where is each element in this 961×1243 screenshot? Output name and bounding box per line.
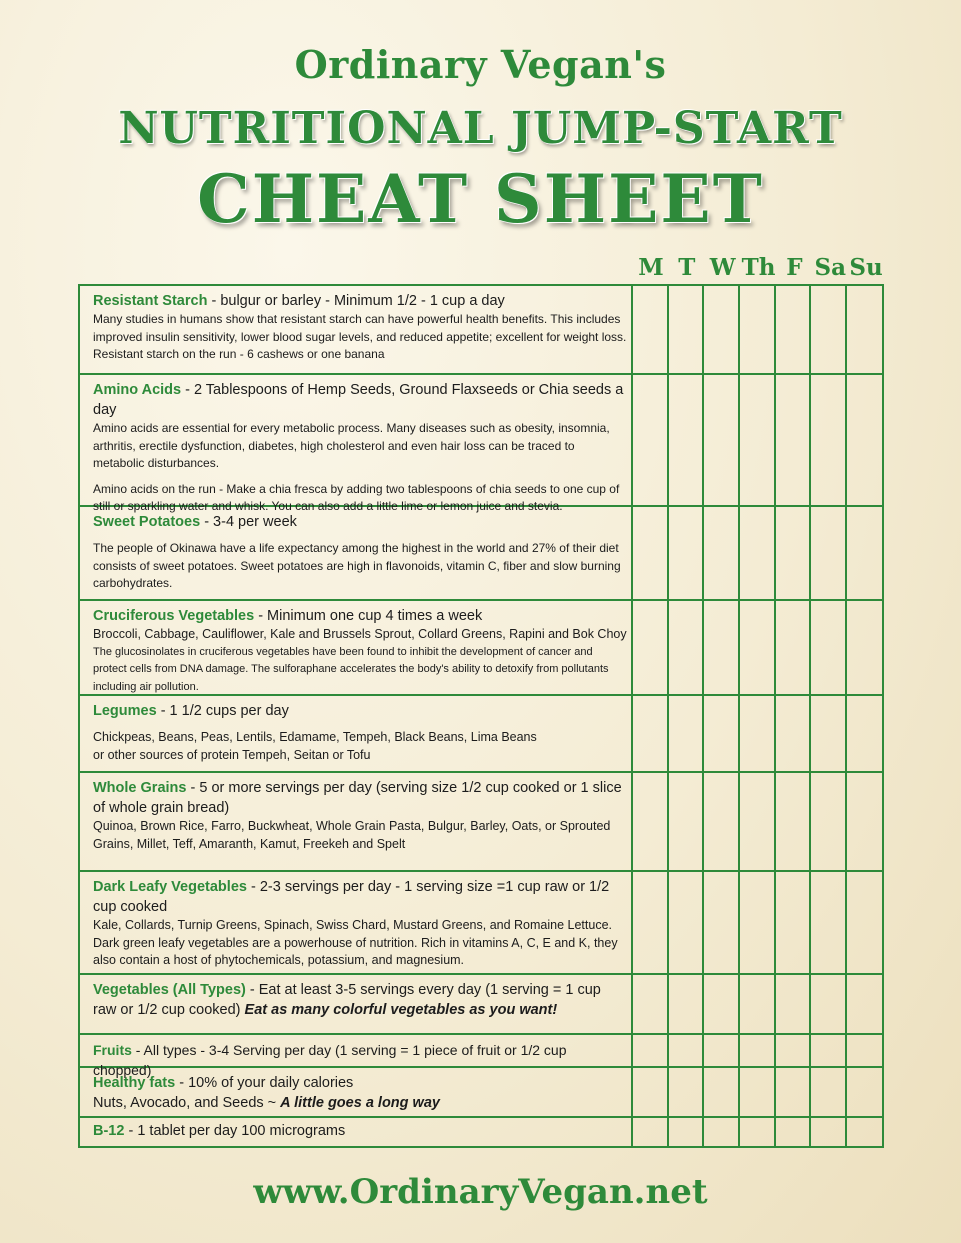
website-url[interactable]: www.OrdinaryVegan.net [253, 1172, 708, 1212]
day-checkbox[interactable] [775, 1035, 811, 1066]
day-checkbox[interactable] [704, 286, 740, 373]
day-checkbox[interactable] [633, 696, 669, 771]
row-summary: - Minimum one cup 4 times a week [254, 608, 483, 624]
day-checkbox[interactable] [740, 696, 776, 771]
row-emphasis: A little goes a long way [280, 1095, 440, 1111]
row-title: Dark Leafy Vegetables [93, 879, 247, 895]
row-title: Sweet Potatoes [93, 514, 201, 530]
day-label: Th [741, 254, 776, 281]
day-checkbox[interactable] [669, 375, 705, 505]
day-checkbox[interactable] [846, 975, 882, 1033]
day-checkbox[interactable] [811, 507, 847, 599]
day-checkbox[interactable] [740, 507, 776, 599]
row-summary: - 10% of your daily calories [175, 1075, 354, 1091]
table-row [80, 375, 882, 513]
day-checkbox[interactable] [633, 872, 669, 973]
day-checkbox[interactable] [740, 872, 776, 973]
row-title: Whole Grains [93, 780, 187, 796]
row-summary: - 1 tablet per day 100 micrograms [124, 1123, 346, 1139]
row-emphasis: Eat as many colorful vegetables as you want! [244, 1002, 558, 1018]
day-checkbox[interactable] [775, 507, 811, 599]
day-checkbox[interactable] [775, 696, 811, 771]
day-checkbox[interactable] [704, 872, 740, 973]
day-checkbox[interactable] [740, 975, 776, 1033]
day-label: W [709, 254, 736, 281]
day-checkbox[interactable] [633, 507, 669, 599]
day-checkbox[interactable] [740, 1068, 776, 1116]
row-description [80, 975, 633, 1033]
row-title: Fruits [93, 1042, 132, 1058]
row-detail: Dark green leafy vegetables are a powerhouse of nutrition. Rich in vitamins A, C, E and K, they also contain a host of phytochemicals, potassium, and magnesium. [93, 935, 618, 967]
row-detail: or other sources of protein Tempeh, Seitan or Tofu [93, 747, 371, 762]
checklist-table [78, 284, 884, 1148]
day-checkbox[interactable] [740, 1118, 776, 1146]
row-summary: - 1 1/2 cups per day [156, 703, 289, 719]
day-checkbox[interactable] [633, 975, 669, 1033]
day-checkbox[interactable] [775, 773, 811, 870]
day-checkbox[interactable] [740, 773, 776, 870]
day-label: Su [849, 254, 883, 281]
day-label: T [678, 254, 696, 281]
day-checkbox[interactable] [775, 872, 811, 973]
row-detail: The glucosinolates in cruciferous vegetables have been found to inhibit the development of cancer and protect cells from DNA damage. The sulforaphane accelerates the body's ability to detoxify from pollutants including air pollution. [93, 645, 609, 693]
row-title: Legumes [93, 703, 157, 719]
row-description [80, 375, 633, 513]
day-checkbox[interactable] [811, 286, 847, 373]
day-checkbox[interactable] [704, 773, 740, 870]
table-row [80, 286, 882, 375]
row-detail: Chickpeas, Beans, Peas, Lentils, Edamame, Tempeh, Black Beans, Lima Beans [93, 730, 537, 744]
row-summary: - All types - 3-4 Serving per day (1 serving = 1 piece of fruit or 1/2 cup chopped) [93, 1042, 567, 1078]
day-checkbox[interactable] [704, 975, 740, 1033]
row-summary: - 3-4 per week [200, 514, 297, 530]
day-label: F [786, 254, 803, 281]
day-checkbox[interactable] [775, 601, 811, 694]
row-description [80, 696, 633, 771]
table-row [80, 601, 882, 696]
day-checkbox[interactable] [633, 375, 669, 505]
day-checkbox[interactable] [633, 773, 669, 870]
day-checkbox[interactable] [669, 1068, 705, 1116]
row-detail: The people of Okinawa have a life expectancy among the highest in the world and 27% of their diet consists of sweet potatoes. Sweet potatoes are high in flavonoids, vitamin C, fiber and slow burning carbohydrates. [93, 541, 621, 590]
day-checkbox[interactable] [811, 696, 847, 771]
day-checkbox[interactable] [811, 773, 847, 870]
day-checkbox[interactable] [740, 375, 776, 505]
row-description [80, 1068, 633, 1116]
day-checkbox[interactable] [669, 773, 705, 870]
day-checkbox[interactable] [811, 375, 847, 505]
row-detail: Amino acids are essential for every metabolic process. Many diseases such as obesity, insomnia, arthritis, erectile dysfunction, diabetes, high cholesterol and even hair loss can be traced to metabolic disturbances. [93, 421, 610, 470]
row-title: Vegetables (All Types) [93, 982, 246, 998]
day-checkbox[interactable] [811, 1118, 847, 1146]
table-row [80, 507, 882, 601]
day-header [633, 254, 884, 284]
row-description [80, 773, 633, 870]
table-row [80, 872, 882, 975]
row-title: Amino Acids [93, 382, 182, 398]
row-detail: Quinoa, Brown Rice, Farro, Buckwheat, Whole Grain Pasta, Bulgur, Barley, Oats, or Sprouted Grains, Millet, Teff, Amaranth, Kamut, Freekeh and Spelt [93, 819, 611, 851]
row-detail: Broccoli, Cabbage, Cauliflower, Kale and Brussels Sprout, Collard Greens, Rapini and Bok Choy [93, 627, 627, 641]
table-row [80, 1068, 882, 1118]
row-description [80, 872, 633, 973]
page-title: CHEAT SHEET [197, 160, 764, 238]
row-title: Resistant Starch [93, 293, 208, 309]
day-label: M [638, 254, 664, 281]
day-checkbox[interactable] [704, 1068, 740, 1116]
row-detail: Nuts, Avocado, and Seeds ~ [93, 1095, 281, 1111]
day-checkbox[interactable] [846, 872, 882, 973]
row-detail: Kale, Collards, Turnip Greens, Spinach, Swiss Chard, Mustard Greens, and Romaine Lettuce. [93, 918, 613, 932]
table-row [80, 975, 882, 1035]
row-title: B-12 [93, 1123, 125, 1139]
row-description [80, 601, 633, 694]
day-checkbox[interactable] [775, 975, 811, 1033]
day-checkbox[interactable] [775, 1118, 811, 1146]
day-checkbox[interactable] [811, 601, 847, 694]
day-checkbox[interactable] [775, 375, 811, 505]
day-checkbox[interactable] [704, 1118, 740, 1146]
row-summary: - bulgur or barley - Minimum 1/2 - 1 cup a day [207, 293, 505, 309]
day-checkbox[interactable] [669, 1118, 705, 1146]
table-row [80, 1118, 882, 1146]
day-checkbox[interactable] [846, 773, 882, 870]
day-checkbox[interactable] [846, 375, 882, 505]
row-detail: Many studies in humans show that resistant starch can have powerful health benefits. This includes improved insulin sensitivity, lower blood sugar levels, and reduced appetite; excellent for weight loss. [93, 312, 627, 344]
day-checkbox[interactable] [846, 1035, 882, 1066]
day-checkbox[interactable] [704, 1035, 740, 1066]
day-label: Sa [814, 254, 846, 281]
table-row [80, 696, 882, 773]
day-checkbox[interactable] [775, 286, 811, 373]
row-title: Cruciferous Vegetables [93, 608, 255, 624]
table-row [80, 773, 882, 872]
day-checkbox[interactable] [740, 601, 776, 694]
row-description [80, 1118, 633, 1146]
day-checkbox[interactable] [633, 1035, 669, 1066]
day-checkbox[interactable] [633, 286, 669, 373]
row-description [80, 286, 633, 373]
day-checkbox[interactable] [811, 1035, 847, 1066]
day-checkbox[interactable] [846, 601, 882, 694]
day-checkbox[interactable] [669, 975, 705, 1033]
row-summary: - 2 Tablespoons of Hemp Seeds, Ground Flaxseeds or Chia seeds a day [93, 382, 624, 418]
day-checkbox[interactable] [704, 696, 740, 771]
day-checkbox[interactable] [669, 286, 705, 373]
row-detail: Amino acids on the run - Make a chia fresca by adding two tablespoons of chia seeds to one cup of still or sparkling water and whisk. You can also add a little lime or lemon juice and stevia. [93, 481, 620, 513]
row-detail: Resistant starch on the run - 6 cashews or one banana [93, 347, 385, 361]
day-checkbox[interactable] [633, 1118, 669, 1146]
day-checkbox[interactable] [633, 1068, 669, 1116]
day-checkbox[interactable] [740, 286, 776, 373]
brand-title: Ordinary Vegan's [294, 42, 667, 87]
table-row [80, 1035, 882, 1078]
day-checkbox[interactable] [846, 1068, 882, 1116]
day-checkbox[interactable] [704, 507, 740, 599]
day-checkbox[interactable] [775, 1068, 811, 1116]
row-summary: - 5 or more servings per day (serving size 1/2 cup cooked or 1 slice of whole grain bread) [93, 780, 622, 816]
day-checkbox[interactable] [846, 696, 882, 771]
day-checkbox[interactable] [669, 507, 705, 599]
row-description [80, 1035, 633, 1078]
day-checkbox[interactable] [669, 872, 705, 973]
day-checkbox[interactable] [669, 601, 705, 694]
day-checkbox[interactable] [704, 375, 740, 505]
day-checkbox[interactable] [740, 1035, 776, 1066]
day-checkbox[interactable] [846, 1118, 882, 1146]
day-checkbox[interactable] [704, 601, 740, 694]
day-checkbox[interactable] [846, 286, 882, 373]
day-checkbox[interactable] [811, 872, 847, 973]
row-title: Healthy fats [93, 1075, 176, 1091]
day-checkbox[interactable] [669, 1035, 705, 1066]
row-summary: - Eat at least 3-5 servings every day (1 serving = 1 cup raw or 1/2 cup cooked) [93, 982, 601, 1018]
row-summary: - 2-3 servings per day - 1 serving size =1 cup raw or 1/2 cup cooked [93, 879, 610, 915]
day-checkbox[interactable] [846, 507, 882, 599]
subtitle: NUTRITIONAL JUMP-START [118, 103, 843, 154]
day-checkbox[interactable] [669, 696, 705, 771]
day-checkbox[interactable] [633, 601, 669, 694]
row-description [80, 507, 633, 599]
day-checkbox[interactable] [811, 975, 847, 1033]
day-checkbox[interactable] [811, 1068, 847, 1116]
